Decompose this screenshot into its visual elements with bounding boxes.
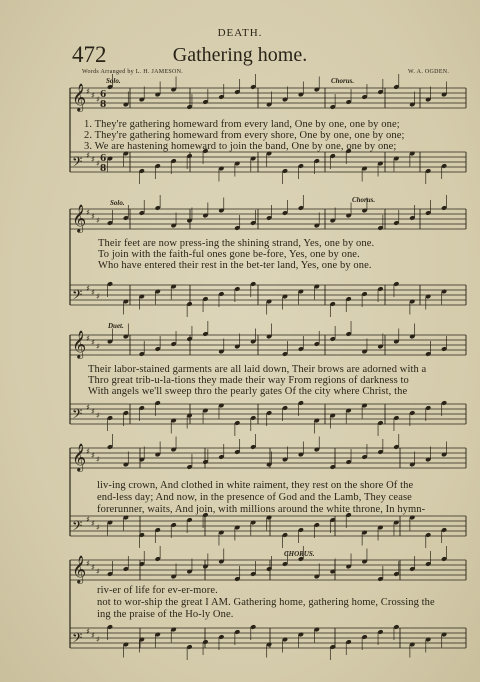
lyric-line-verse-1: riv-er of life for ev-er-more. xyxy=(97,585,218,596)
sharp-sign: ♯ xyxy=(86,515,90,524)
lyric-line-verse-1: liv-ing crown, And clothed in white raiment, they rest on the shore Of the xyxy=(97,480,414,491)
treble-clef: 𝄞 xyxy=(72,83,87,111)
time-signature-top: 6 xyxy=(100,90,107,100)
sharp-sign: ♯ xyxy=(86,403,90,412)
bass-clef: 𝄢 xyxy=(72,406,83,425)
lyric-line-verse-1: Their feet are now press-ing the shining strand, Yes, one by one. xyxy=(98,238,375,249)
sharp-sign: ♯ xyxy=(91,563,95,572)
duet-marking: Duet. xyxy=(108,322,124,330)
lyric-line-verse-3: ing the praise of the Ho-ly One. xyxy=(97,609,234,620)
chorus-marking: Chorus. xyxy=(352,196,376,204)
lyric-line-verse-3: Who have entered their rest in the bet-ter land, Yes, one by one. xyxy=(98,260,372,271)
lyric-line-verse-2: Thro great trib-u-la-tions they made their way From regions of darkness to xyxy=(88,375,409,386)
sharp-sign: ♯ xyxy=(86,627,90,636)
section-heading: DEATH. xyxy=(217,27,263,39)
sharp-sign: ♯ xyxy=(91,91,95,100)
treble-clef: 𝄞 xyxy=(72,330,87,358)
sharp-sign: ♯ xyxy=(91,155,95,164)
sharp-sign: ♯ xyxy=(96,635,100,644)
bass-clef: 𝄢 xyxy=(72,154,83,173)
music-credit: W. A. OGDEN. xyxy=(408,69,450,75)
chorus-marking: Chorus. xyxy=(331,77,355,85)
solo-marking: Solo. xyxy=(110,199,125,207)
time-signature-bottom: 8 xyxy=(100,100,107,110)
sharp-sign: ♯ xyxy=(91,451,95,460)
sharp-sign: ♯ xyxy=(91,212,95,221)
lyric-line-verse-2: 2. They're gathering homeward from every shore, One by one, one by one; xyxy=(84,130,405,141)
lyric-line-verse-2: not to wor-ship the great I AM. Gathering home, gathering home, Crossing the xyxy=(97,597,435,608)
bass-clef: 𝄢 xyxy=(72,630,83,649)
lyric-line-verse-3: With angels we'll sweep thro the pearly gates Of the city where Christ, the xyxy=(88,386,408,397)
hymn-number: 472 xyxy=(72,42,107,67)
treble-clef: 𝄞 xyxy=(72,443,87,471)
treble-clef: 𝄞 xyxy=(72,204,87,232)
sharp-sign: ♯ xyxy=(96,411,100,420)
sharp-sign: ♯ xyxy=(86,334,90,343)
treble-clef: 𝄞 xyxy=(72,555,87,583)
sharp-sign: ♯ xyxy=(96,455,100,464)
lyric-line-verse-3: forerunner, waits, And join, with millions around the white throne, In hymn- xyxy=(97,504,426,515)
sharp-sign: ♯ xyxy=(96,567,100,576)
sharp-sign: ♯ xyxy=(96,95,100,104)
sharp-sign: ♯ xyxy=(91,407,95,416)
lyric-line-verse-2: To join with the faith-ful ones gone be-fore, Yes, one by one. xyxy=(98,249,360,260)
hymn-title: Gathering home. xyxy=(172,44,308,66)
bass-clef: 𝄢 xyxy=(72,518,83,537)
sharp-sign: ♯ xyxy=(96,159,100,168)
solo-marking: Solo. xyxy=(106,77,121,85)
sharp-sign: ♯ xyxy=(91,631,95,640)
lyric-line-verse-3: 3. We are hastening homeward to join the band, One by one, one by one; xyxy=(84,141,397,152)
sharp-sign: ♯ xyxy=(91,288,95,297)
bass-clef: 𝄢 xyxy=(72,287,83,306)
sharp-sign: ♯ xyxy=(86,208,90,217)
chorus-marking: CHORUS. xyxy=(284,550,315,558)
sharp-sign: ♯ xyxy=(96,292,100,301)
sharp-sign: ♯ xyxy=(96,342,100,351)
sharp-sign: ♯ xyxy=(91,519,95,528)
lyric-line-verse-1: Their labor-stained garments are all laid down, Their brows are adorned with a xyxy=(88,364,427,375)
lyric-line-verse-2: end-less day; And now, in the presence of God and the Lamb, They cease xyxy=(97,492,412,503)
sharp-sign: ♯ xyxy=(96,523,100,532)
sharp-sign: ♯ xyxy=(86,284,90,293)
time-signature-top: 6 xyxy=(100,154,107,164)
words-credit: Words Arranged by L. H. JAMESON. xyxy=(82,69,184,75)
sharp-sign: ♯ xyxy=(86,447,90,456)
sharp-sign: ♯ xyxy=(96,216,100,225)
sharp-sign: ♯ xyxy=(91,338,95,347)
sharp-sign: ♯ xyxy=(86,87,90,96)
sharp-sign: ♯ xyxy=(86,559,90,568)
lyric-line-verse-1: 1. They're gathering homeward from every land, One by one, one by one; xyxy=(84,119,400,130)
sharp-sign: ♯ xyxy=(86,151,90,160)
time-signature-bottom: 8 xyxy=(100,164,107,174)
